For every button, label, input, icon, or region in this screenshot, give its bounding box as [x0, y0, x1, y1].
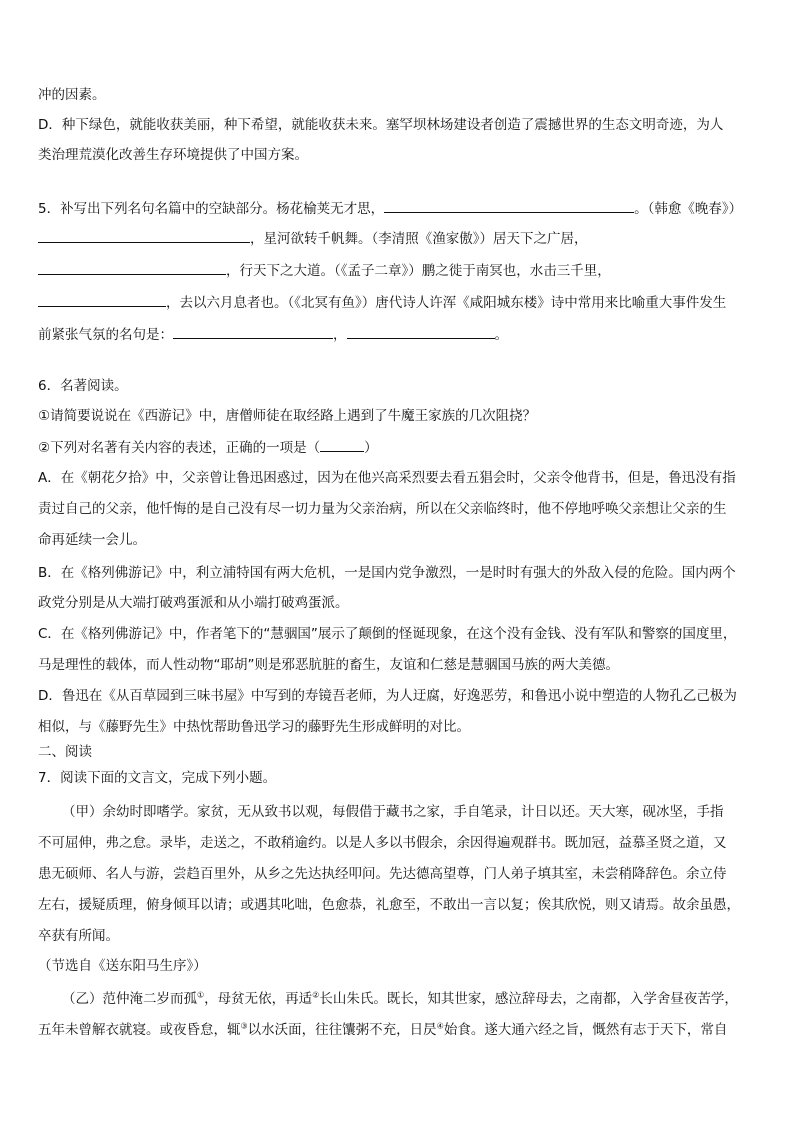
q5-text-c: ，星河欲转千帆舞。（李清照《渔家傲》）居天下之广居，	[250, 231, 588, 247]
footnote-mark-3: ③	[240, 1021, 248, 1031]
q6-option-d-line2: 相似，与《藤野先生》中热忱帮助鲁迅学习的藤野先生形成鲜明的对比。	[38, 719, 470, 735]
q5-blank-6[interactable]	[347, 325, 495, 339]
q7-jia-line2: 不可屈伸，弗之怠。录毕，走送之，不敢稍逾约。以是人多以书假余，余因得遍观群书。既加冠，益慕圣贤之道，又	[38, 835, 727, 851]
q6-option-a-line3: 命再延续一会儿。	[38, 532, 146, 548]
q5-line1	[38, 199, 756, 218]
section-heading: 二、阅读	[38, 744, 92, 760]
q5-blank-2[interactable]	[38, 229, 250, 243]
q6-option-d-line1: D．鲁迅在《从百草园到三味书屋》中写到的寿镜吾老师，为人迂腐，好逸恶劳，和鲁迅小说中塑造的人物孔乙己极为	[38, 688, 737, 704]
q5-text-h: 。	[494, 327, 508, 343]
q7-title: 7．阅读下面的文言文，完成下列小题。	[38, 770, 277, 786]
q5-line3	[38, 261, 756, 280]
q6-sub1: ①请简要说说在《西游记》中，唐僧师徒在取经路上遇到了牛魔王家族的几次阻挠？	[38, 408, 537, 424]
q5-blank-4[interactable]	[38, 293, 166, 307]
q7-yi-text-1b: ，母贫无依，再适	[204, 991, 313, 1007]
q7-yi-text-1c: 长山朱氏。既长，知其世家，感泣辞母去，之南都，入学舍昼夜苦学，	[319, 991, 738, 1007]
q5-text-f: 前紧张气氛的名句是：	[38, 327, 173, 343]
q5-line4	[38, 293, 756, 312]
q6-option-c-line2: 马是理性的载体，而人性动物“耶胡”则是邪恶肮脏的畜生，友谊和仁慈是慧骃国马族的两大美德。	[38, 657, 619, 673]
q7-yi-text-2a: 五年未曾解衣就寝。或夜昏怠，辄	[38, 1022, 241, 1038]
q7-jia-line3: 患无硕师、名人与游，尝趋百里外，从乡之先达执经叩问。先达德高望尊，门人弟子填其室，未尝稍降辞色。余立侍	[38, 866, 727, 882]
q7-jia-line5: 卒获有所闻。	[38, 928, 119, 944]
q7-jia-line1: （甲）余幼时即嗜学。家贫，无从致书以观，每假借于藏书之家，手自笔录，计日以还。天大寒，砚冰坚，手指	[62, 804, 724, 820]
q5-blank-1[interactable]	[384, 199, 634, 213]
q6-sub2-text: ②下列对名著有关内容的表述，正确的一项是（	[38, 440, 321, 456]
q6-option-b-line2: 政党分别是从大端打破鸡蛋派和从小端打破鸡蛋派。	[38, 595, 349, 611]
q4-tail-line: 冲的因素。	[38, 87, 106, 103]
q7-yi-text-2c: 始食。遂大通六经之旨，慨然有志于天下，常自	[443, 1022, 728, 1038]
q7-jia-line4: 左右，援疑质理，俯身倾耳以请；或遇其叱咄，色愈恭，礼愈至，不敢出一言以复；俟其欣悦，则又请焉。故余虽愚，	[38, 897, 740, 913]
q5-blank-5[interactable]	[173, 325, 333, 339]
q6-sub2-close: ）	[364, 440, 378, 456]
q7-yi-line1	[62, 990, 756, 1008]
q6-option-a-line2: 责过自己的父亲，他忏悔的是自己没有尽一切力量为父亲治病，所以在父亲临终时，他不停地呼唤父亲想让父亲的生	[38, 501, 727, 517]
q5-text-b: 。（韩愈《晚春》）	[634, 201, 743, 217]
q6-title: 6．名著阅读。	[38, 378, 128, 394]
footnote-mark-4: ④	[436, 1021, 444, 1031]
footnote-mark-1: ①	[197, 990, 205, 1000]
q5-line2	[38, 229, 756, 248]
q6-sub2	[38, 438, 756, 457]
q6-option-b-line1: B．在《格列佛游记》中，利立浦特国有两大危机，一是国内党争激烈，一是时时有强大的外敌入侵的危险。国内两个	[38, 565, 736, 581]
q5-blank-3[interactable]	[38, 261, 226, 275]
q5-text-e: ，去以六月息者也。（《北冥有鱼》）唐代诗人许浑《咸阳城东楼》诗中常用来比喻重大事件发生	[166, 295, 727, 311]
q5-text-a: 5．补写出下列名句名篇中的空缺部分。杨花榆荚无才思，	[38, 201, 385, 217]
q6-option-a-line1: A．在《朝花夕拾》中，父亲曾让鲁迅困惑过，因为在他兴高采烈要去看五猖会时，父亲令他背书，但是，鲁迅没有指	[38, 470, 736, 486]
q6-option-c-line1: C．在《格列佛游记》中，作者笔下的“慧骃国”展示了颠倒的怪诞现象，在这个没有金钱、没有军队和警察的国度里，	[38, 626, 737, 642]
q7-source-note: （节选自《送东阳马生序》）	[38, 958, 207, 974]
q5-line5	[38, 325, 756, 344]
q7-yi-text-1a: （乙）范仲淹二岁而孤	[62, 991, 197, 1007]
q5-text-d: ，行天下之大道。（《孟子二章》）鹏之徙于南冥也，水击三千里，	[226, 263, 611, 279]
q4-option-d-line1: D．种下绿色，就能收获美丽，种下希望，就能收获未来。塞罕坝林场建设者创造了震撼世界的生态文明奇迹，为人	[38, 117, 724, 133]
q4-option-d-line2: 类治理荒漠化改善生存环境提供了中国方案。	[38, 147, 308, 163]
q7-yi-line2	[38, 1021, 756, 1039]
q5-text-g: ，	[333, 327, 347, 343]
q6-answer-blank[interactable]	[320, 438, 364, 452]
footnote-mark-2: ②	[312, 990, 320, 1000]
q7-yi-text-2b: 以水沃面，往往馕粥不充，日昃	[247, 1022, 437, 1038]
